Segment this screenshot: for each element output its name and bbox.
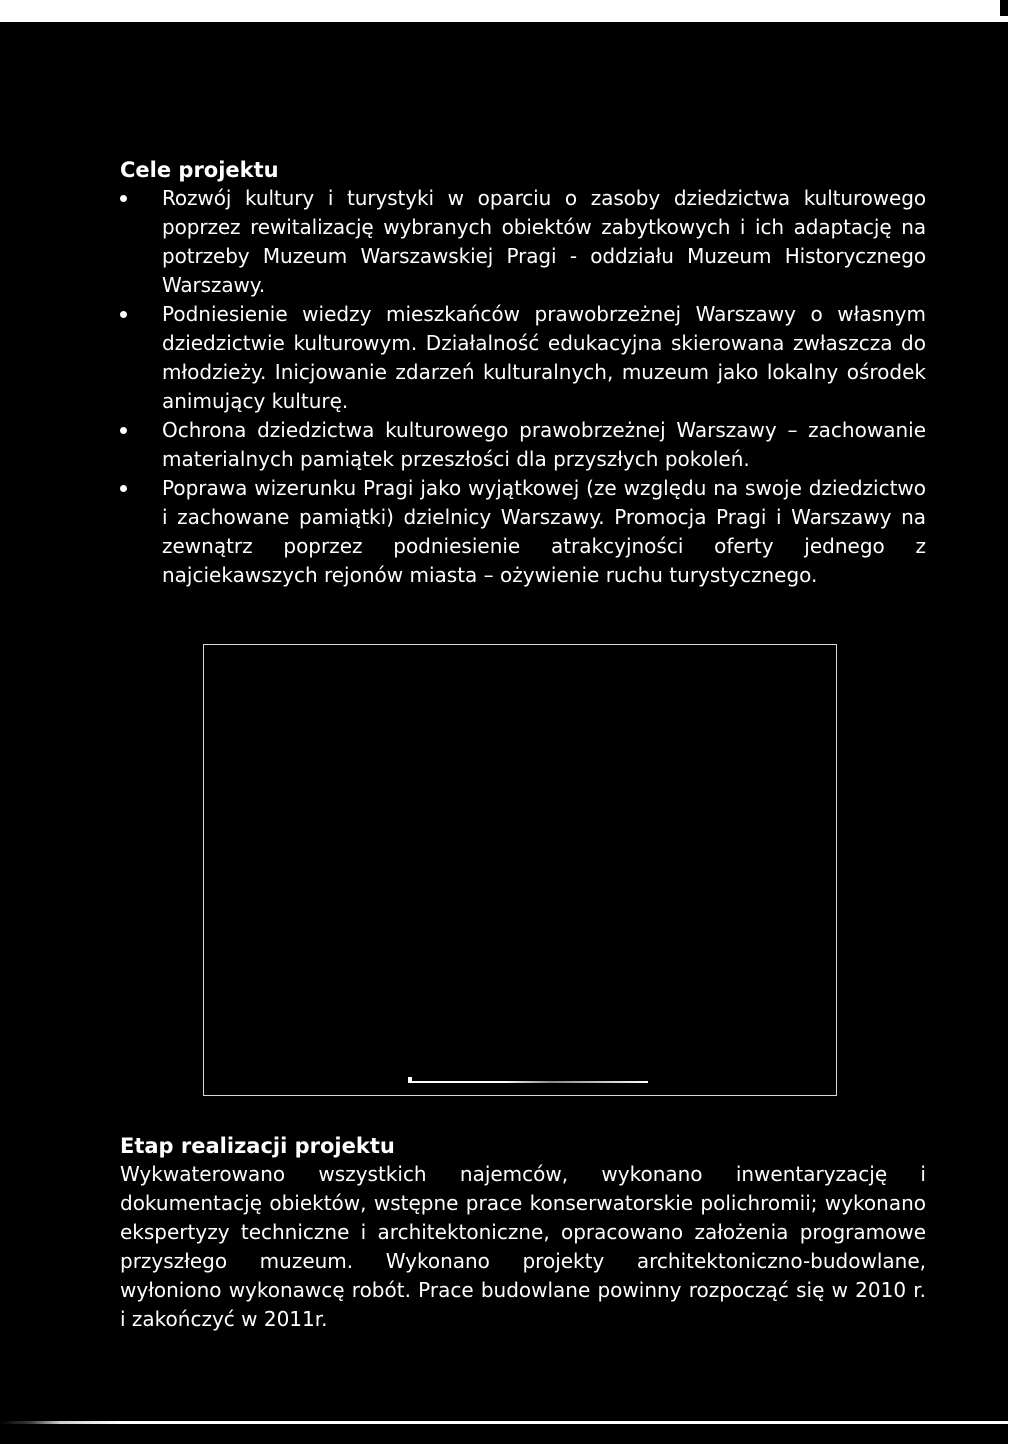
stage-heading: Etap realizacji projektu — [120, 1134, 395, 1158]
goals-list — [120, 184, 926, 590]
page-bottom-rule — [0, 1421, 1008, 1424]
scan-edge-right — [1008, 0, 1024, 1444]
goal-item-text: Ochrona dziedzictwa kulturowego prawobrzeżnej Warszawy – zachowanie materialnych pamiątek przeszłości dla przyszłych pokoleń. — [162, 418, 926, 471]
bullet-icon — [120, 427, 127, 434]
goal-item — [120, 416, 926, 474]
goal-item-text: Poprawa wizerunku Pragi jako wyjątkowej (ze względu na swoje dziedzictwo i zachowane pamiątki) dzielnicy Warszawy. Promocja Pragi i Warszawy na zewnątrz poprzez podniesienie atrakcyjności oferty jednego z najciekawszych rejonów miasta – ożywienie ruchu turystycznego. — [162, 476, 926, 587]
bullet-icon — [120, 311, 127, 318]
goal-item — [120, 300, 926, 416]
goal-item — [120, 474, 926, 590]
bullet-icon — [120, 485, 127, 492]
scan-artifact-line — [408, 1081, 648, 1083]
scan-artifact-mark — [408, 1077, 412, 1083]
scan-edge-corner — [1000, 0, 1008, 16]
goal-item-text: Podniesienie wiedzy mieszkańców prawobrzeżnej Warszawy o własnym dziedzictwie kulturowym. Działalność edukacyjna skierowana zwłaszcza do młodzieży. Inicjowanie zdarzeń kulturalnych, muzeum jako lokalny ośrodek animujący kulturę. — [162, 302, 926, 413]
photo-placeholder — [203, 644, 837, 1096]
goal-item-text: Rozwój kultury i turystyki w oparciu o zasoby dziedzictwa kulturowego poprzez rewitalizację wybranych obiektów zabytkowych i ich adaptację na potrzeby Muzeum Warszawskiej Pragi - oddziału Muzeum Historycznego Warszawy. — [162, 186, 926, 297]
goals-heading: Cele projektu — [120, 158, 279, 182]
scan-edge-top — [0, 0, 1008, 22]
bullet-icon — [120, 195, 127, 202]
stage-paragraph: Wykwaterowano wszystkich najemców, wykonano inwentaryzację i dokumentację obiektów, wstępne prace konserwatorskie polichromii; wykonano ekspertyzy techniczne i architektoniczne, opracowano założenia programowe przyszłego muzeum. Wykonano projekty architektoniczno-budowlane, wyłoniono wykonawcę robót. Prace budowlane powinny rozpocząć się w 2010 r. i zakończyć w 2011r. — [120, 1162, 926, 1331]
goal-item — [120, 184, 926, 300]
